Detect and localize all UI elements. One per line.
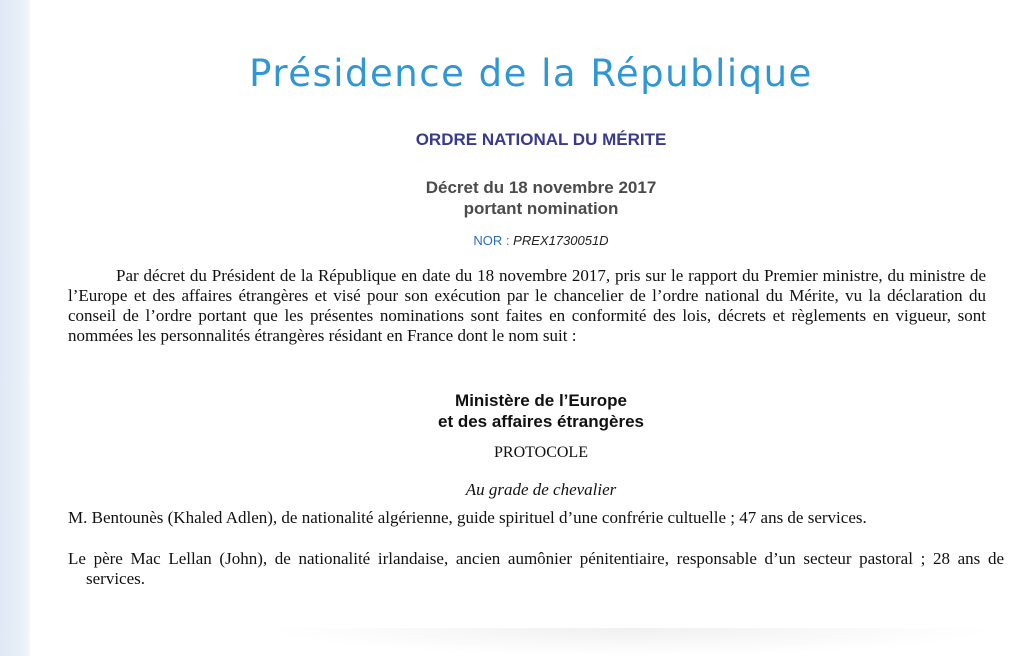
decree-heading: [30, 177, 1032, 219]
ministry-line-2: et des affaires étrangères: [438, 412, 644, 431]
ministry-line-1: Ministère de l’Europe: [455, 391, 627, 410]
left-margin-strip: [0, 0, 30, 656]
page-title: Présidence de la République: [249, 52, 813, 95]
decree-subtitle: portant nomination: [463, 199, 619, 218]
decree-paragraph: Par décret du Président de la République en date du 18 novembre 2017, pris sur le rapport du Premier ministre, du ministre de l’Europe et des affaires étrangères et visé pour son exécution par le chancelier de l’ordre national du Mérite, vu la déclaration du conseil de l’ordre portant que les présentes nominations sont faites en conformité des lois, décrets et règlements en vigueur, sont nommées les personnalités étrangères résidant en France dont le nom suit :: [68, 266, 986, 345]
decree-title: Décret du 18 novembre 2017: [425, 178, 657, 197]
document-page: [30, 0, 1032, 656]
order-heading: ORDRE NATIONAL DU MÉRITE: [415, 130, 667, 149]
page-shadow: [260, 628, 1000, 656]
nor-reference: [30, 233, 1032, 248]
grade-heading: Au grade de chevalier: [465, 480, 617, 499]
nor-label: NOR :: [473, 233, 510, 248]
ministry-heading: [30, 390, 1032, 432]
section-heading: PROTOCOLE: [494, 444, 588, 461]
nominee-item: Le père Mac Lellan (John), de nationalité irlandaise, ancien aumônier pénitentiaire, responsable d’un secteur pastoral ; 28 ans de services.: [68, 549, 1004, 588]
nominee-item: M. Bentounès (Khaled Adlen), de nationalité algérienne, guide spirituel d’une confrérie cultuelle ; 47 ans de services.: [68, 508, 867, 527]
nor-value: PREX1730051D: [513, 233, 609, 248]
